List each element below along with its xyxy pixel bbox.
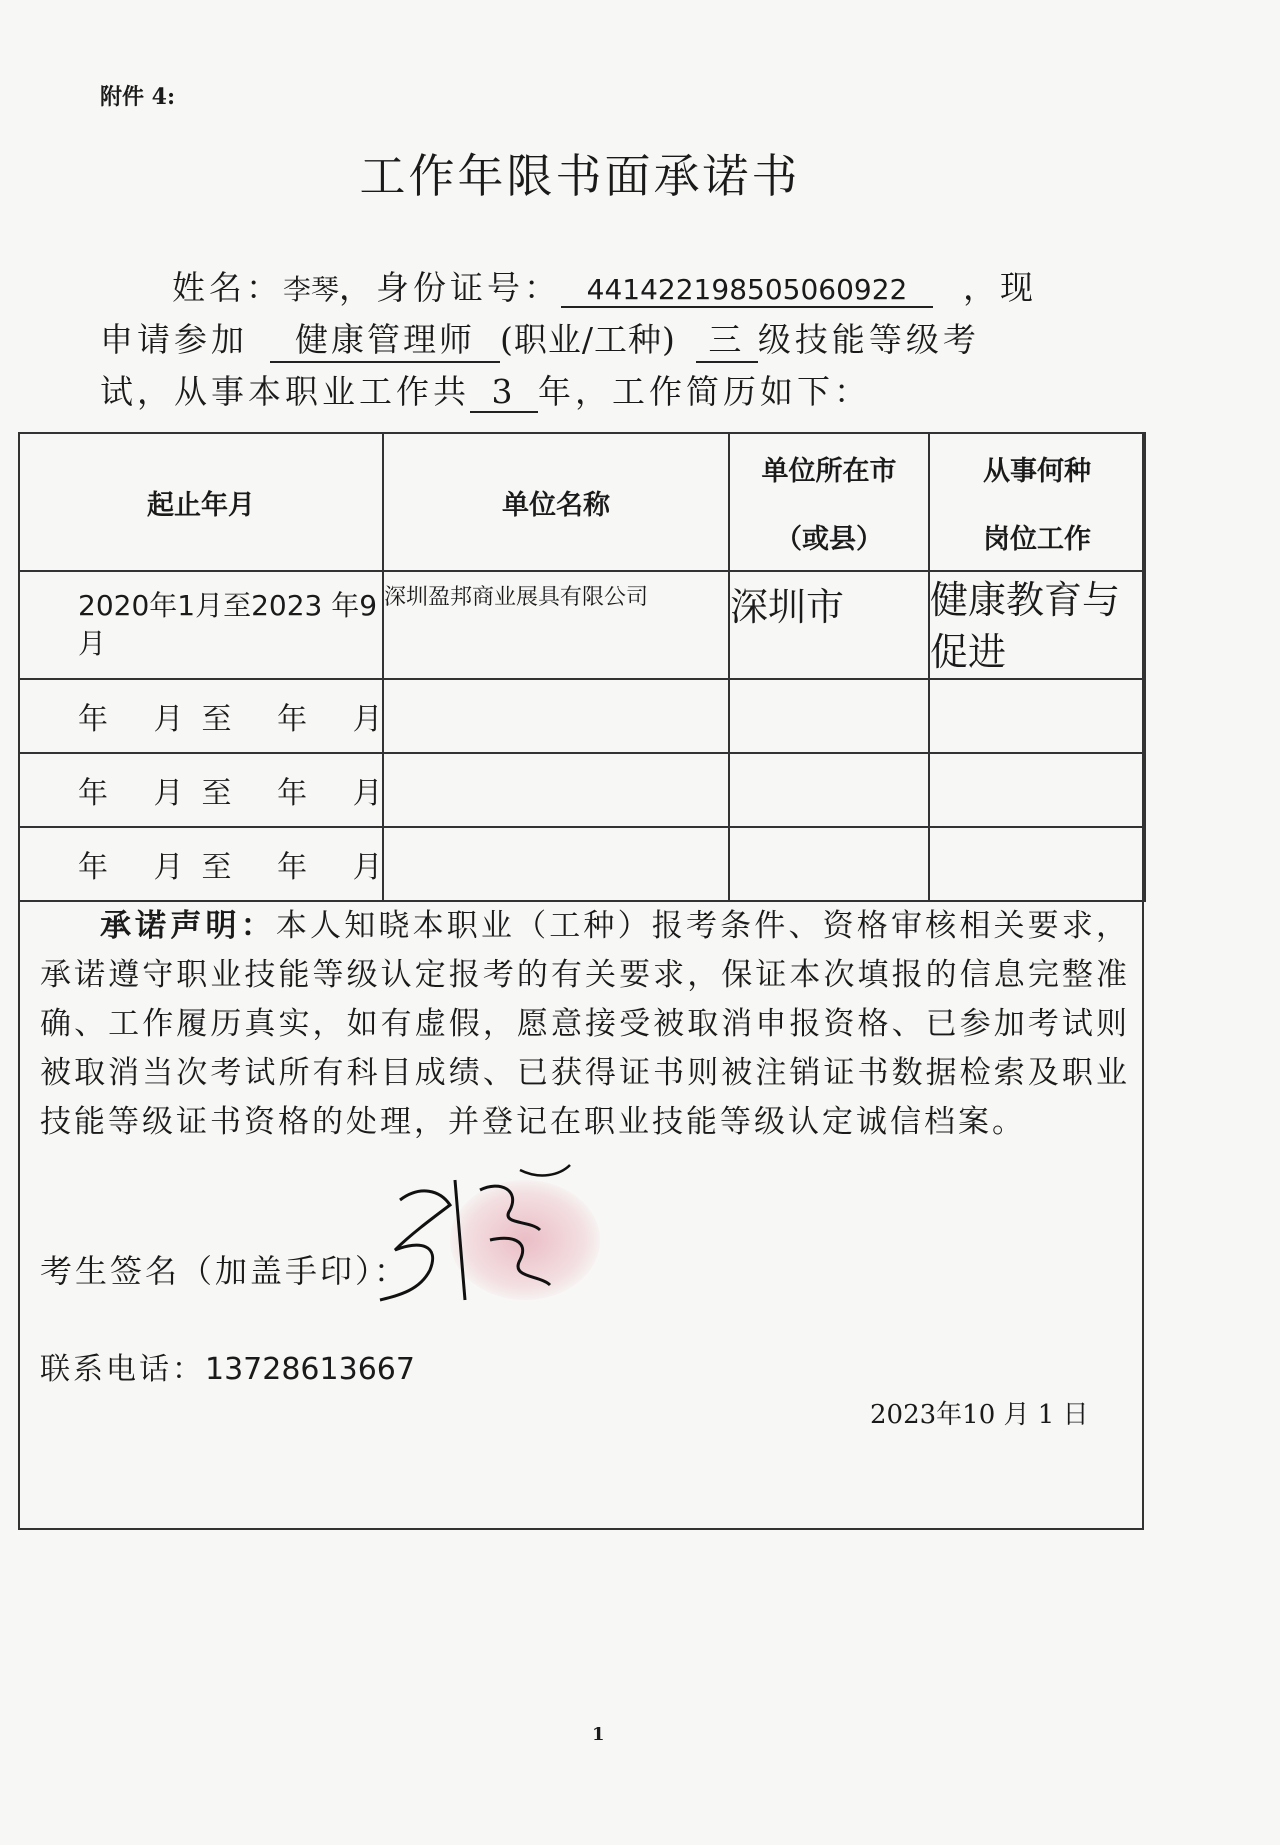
row-3-period: 年 月至 年 月: [19, 753, 383, 827]
table-row: [19, 827, 1145, 901]
occupation-field: 健康管理师: [270, 314, 500, 363]
row-4-period: 年 月至 年 月: [19, 827, 383, 901]
phone-number: 13728613667: [205, 1352, 415, 1387]
row-1-city: 深圳市: [729, 571, 929, 679]
row-3-city: [729, 753, 929, 827]
phone-line: [40, 1344, 415, 1388]
header-city-line2: （或县）: [775, 523, 883, 555]
work-years-prefix: 试，从事本职业工作共: [100, 372, 470, 411]
years-field: 3: [470, 372, 538, 413]
work-history-table: [18, 432, 1146, 902]
declaration-label: 承诺声明：: [100, 908, 276, 944]
intro-line-3: [100, 366, 871, 413]
declaration-paragraph: [40, 902, 1130, 1147]
header-job-line1: 从事何种: [983, 455, 1091, 487]
work-years-suffix: 年，工作简历如下：: [538, 372, 871, 411]
table-row: [19, 571, 1145, 679]
after-id-text: ，现: [963, 268, 1038, 307]
declaration-text: 本人知晓本职业（工种）报考条件、资格审核相关要求，承诺遵守职业技能等级认定报考的有关要求，保证本次填报的信息完整准确、工作履历真实，如有虚假，愿意接受被取消申报资格、已参加考试则被取消当次考试所有科目成绩、已获得证书则被注销证书数据检索及职业技能等级证书资格的处理，并登记在职业技能等级认定诚信档案。: [40, 908, 1131, 1140]
intro-line-1: [172, 262, 1037, 309]
name-label: 姓名：: [172, 268, 283, 307]
row-4-job: [929, 827, 1145, 901]
page-title: 工作年限书面承诺书: [359, 149, 801, 203]
header-city: [729, 433, 929, 571]
sign-date: 2023年10 月 1 日: [870, 1400, 1089, 1430]
row-1-job: 健康教育与促进: [929, 571, 1145, 679]
header-city-line1: 单位所在市: [761, 455, 897, 487]
attachment-label: 附件 4:: [100, 84, 176, 110]
table-row: [19, 679, 1145, 753]
intro-line-2: [100, 314, 980, 363]
signature-label: 考生签名（加盖手印）：: [40, 1252, 410, 1290]
row-1-period: 2020年1月至2023 年9月: [19, 571, 383, 679]
header-period: 起止年月: [19, 433, 383, 571]
row-2-city: [729, 679, 929, 753]
table-row: [19, 753, 1145, 827]
row-2-period: 年 月至 年 月: [19, 679, 383, 753]
name-value: 李琴: [283, 273, 340, 306]
row-3-company: [383, 753, 729, 827]
row-2-job: [929, 679, 1145, 753]
row-1-company: 深圳盈邦商业展具有限公司: [383, 571, 729, 679]
id-number-field: 441422198505060922: [561, 273, 933, 308]
occupation-suffix: (职业/工种): [500, 320, 676, 359]
id-label: ，身份证号：: [339, 268, 562, 307]
page-number: 1: [592, 1724, 605, 1745]
row-4-city: [729, 827, 929, 901]
row-3-job: [929, 753, 1145, 827]
apply-label: 申请参加: [100, 320, 248, 359]
header-company: 单位名称: [383, 433, 729, 571]
level-suffix: 级技能等级考: [757, 320, 980, 359]
row-2-company: [383, 679, 729, 753]
level-field: 三: [696, 314, 758, 363]
row-4-company: [383, 827, 729, 901]
phone-label: 联系电话：: [40, 1352, 205, 1387]
header-job-line2: 岗位工作: [983, 523, 1091, 555]
table-header-row: [19, 433, 1145, 571]
header-job: [929, 433, 1145, 571]
